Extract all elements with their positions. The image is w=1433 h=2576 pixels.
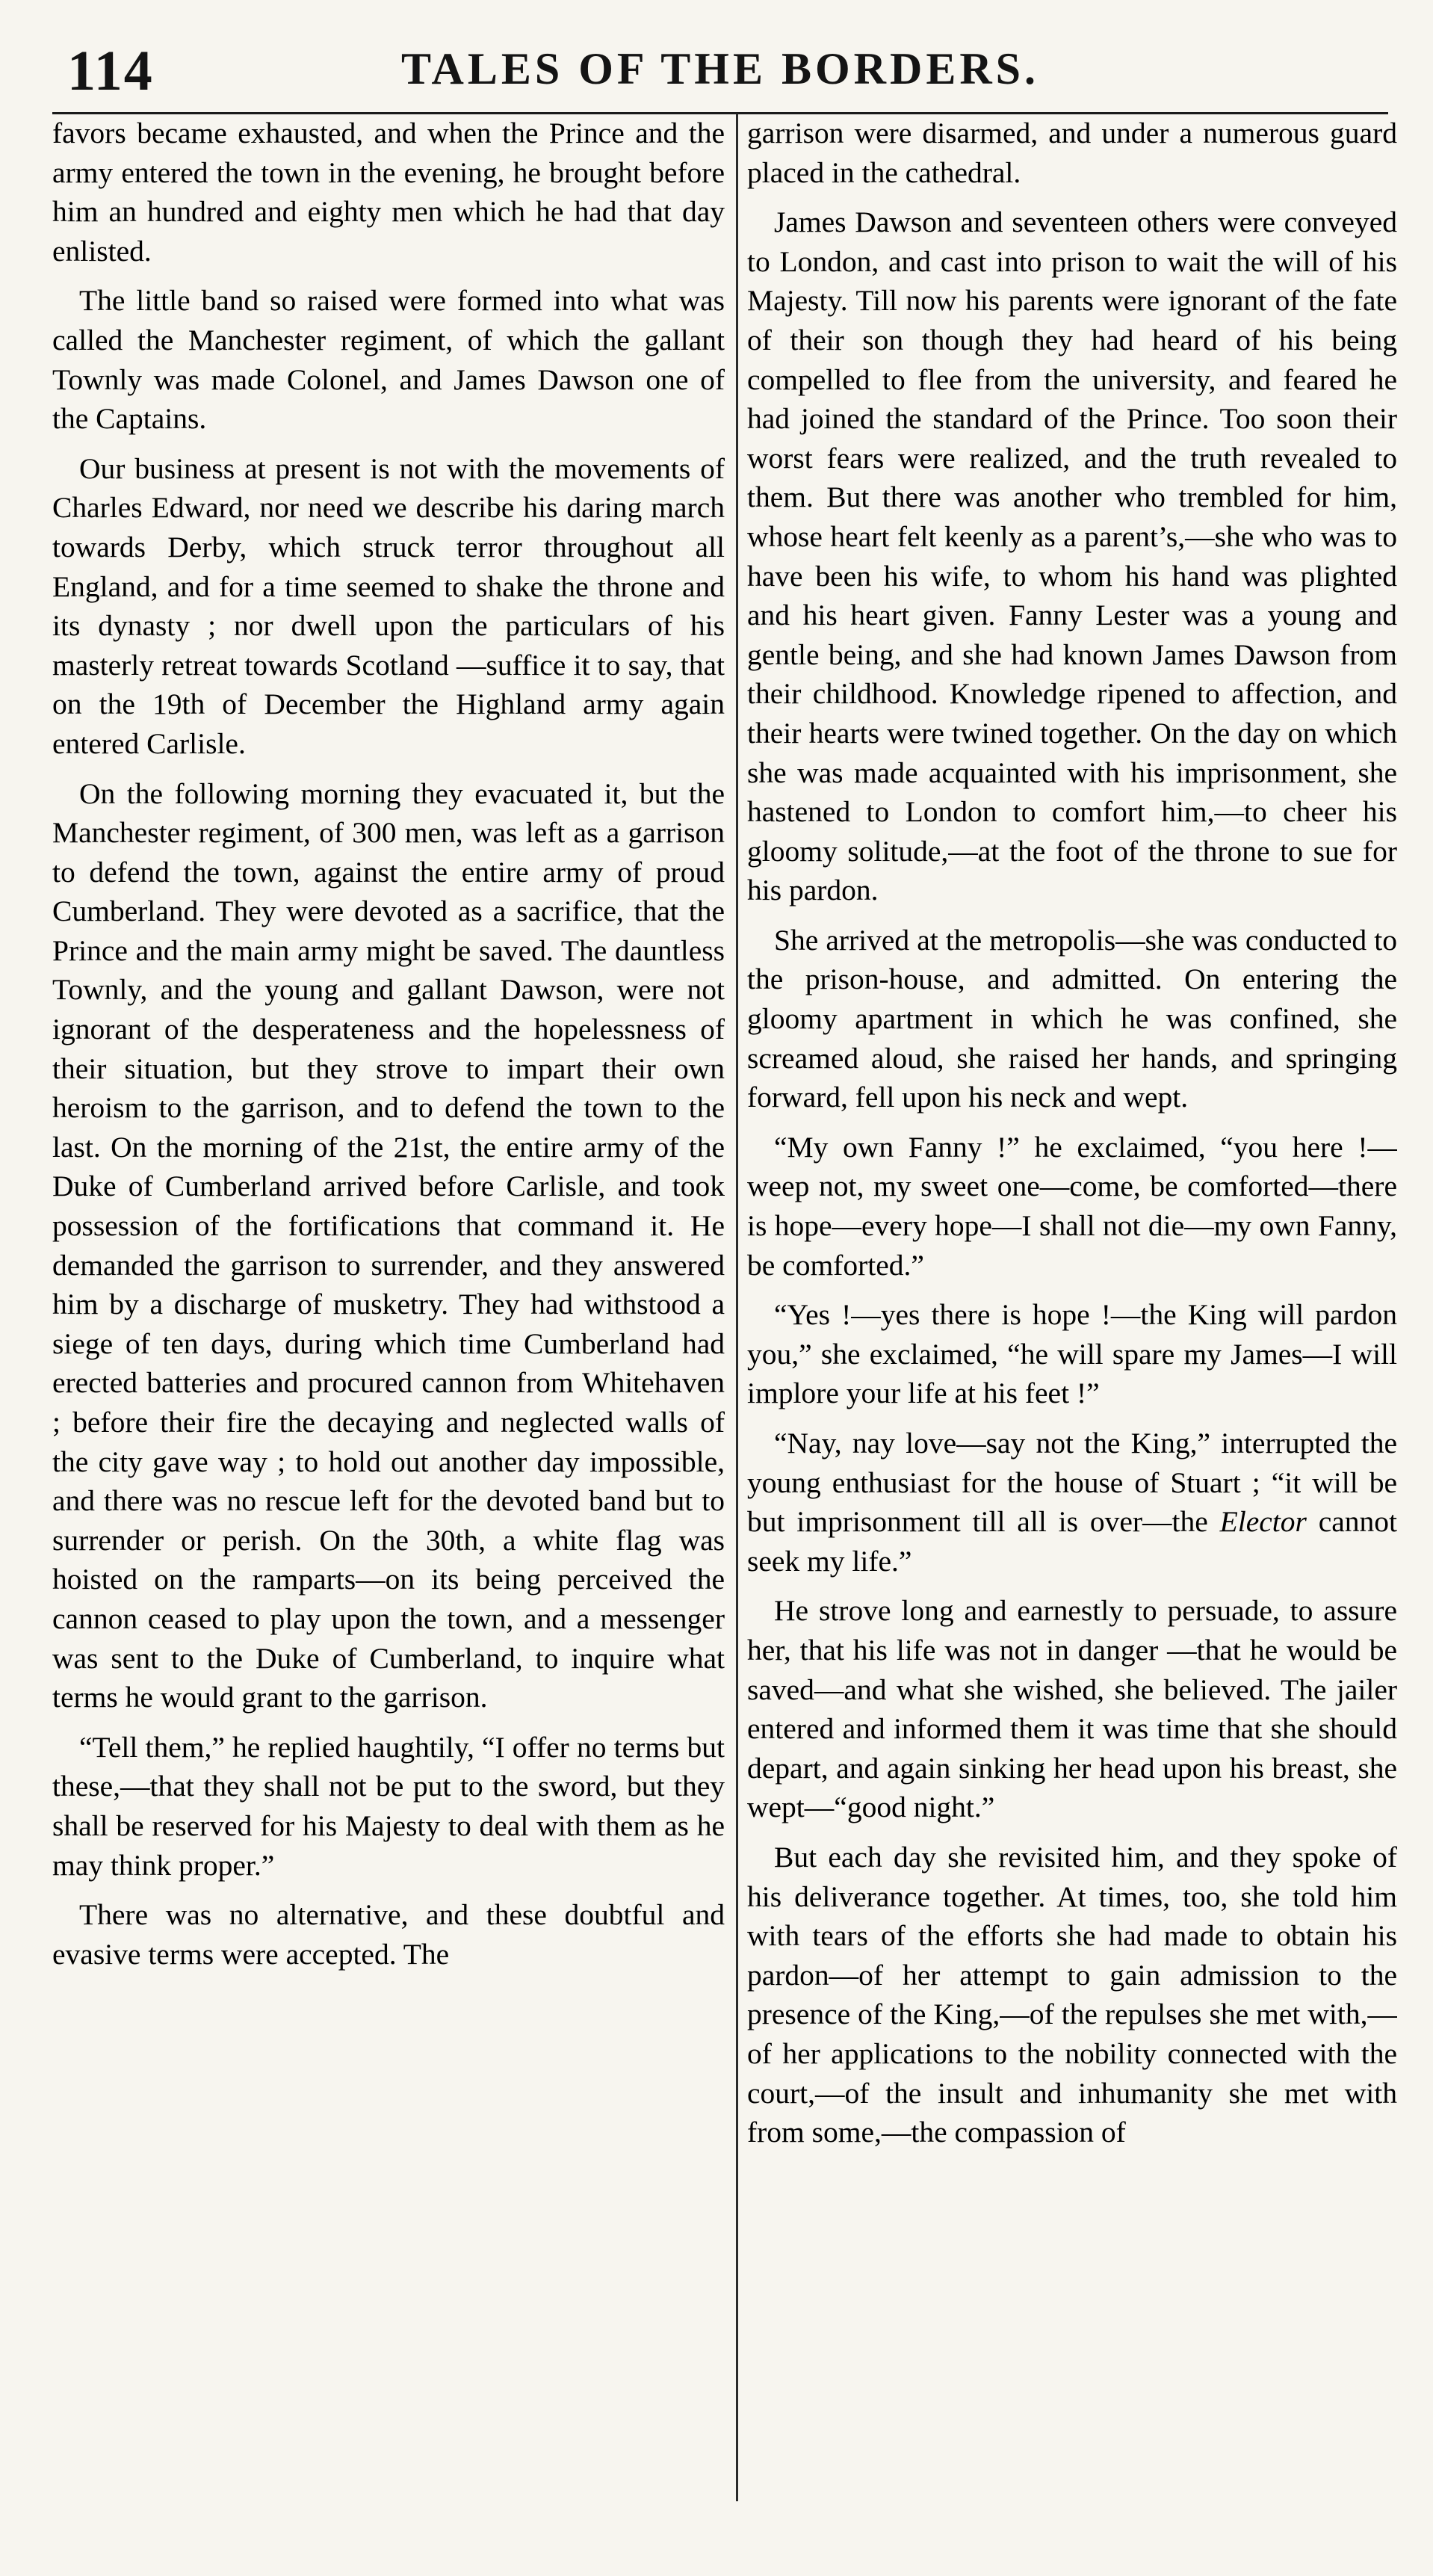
paragraph: “Tell them,” he replied haughtily, “I offer no terms but these,—that they shall not be put to the sword, but they shall be reserved for his Majesty to deal with them as he may think proper.” <box>52 1730 725 1882</box>
paragraph: There was no alternative, and these doubtful and evasive terms were accepted. The <box>52 1898 725 1971</box>
right-column <box>747 114 1397 2505</box>
paragraph: James Dawson and seventeen others were conveyed to London, and cast into prison to wait the will of his Majesty. Till now his parents were ignorant of the fate of their son though they had heard of his being compelled to flee from the university, and feared he had joined the standard of the Prince. Too soon their worst fears were realized, and the truth revealed to them. But there was another who trembled for him, whose heart felt keenly as a parent’s,—she who was to have been his wife, to whom his hand was plighted and his heart given. Fanny Lester was a young and gentle being, and she had known James Dawson from their childhood. Knowledge ripened to affection, and their hearts were twined together. On the day on which she was made acquainted with his imprisonment, she hastened to London to comfort him,—to cheer his gloomy solitude,—at the foot of the throne to sue for his pardon. <box>747 206 1397 907</box>
paragraph: On the following morning they evacuated it, but the Manchester regiment, of 300 men, was left as a garrison to defend the town, against the entire army of proud Cumberland. They were devoted as a sacrifice, that the Prince and the main army might be saved. The dauntless Townly, and the young and gallant Dawson, were not ignorant of the desperateness and the hopelessness of their situation, but they strove to impart their own heroism to the garrison, and to defend the town to the last. On the morning of the 21st, the entire army of the Duke of Cumberland arrived before Carlisle, and took possession of the fortifications that command it. He demanded the garrison to surrender, and they answered him by a discharge of musketry. They had withstood a siege of ten days, during which time Cumberland had erected batteries and procured cannon from Whitehaven ; before their fire the decaying and neglected walls of the city gave way ; to hold out another day impossible, and there was no rescue left for the devoted band but to surrender or perish. On the 30th, a white flag was hoisted on the ramparts—on its being perceived the cannon ceased to play upon the town, and a messenger was sent to the Duke of Cumberland, to inquire what terms he would grant to the garrison. <box>52 776 725 1714</box>
paragraph: “Yes !—yes there is hope !—the King will pardon you,” she exclaimed, “he will spare my James—I will implore your life at his feet !” <box>747 1298 1397 1410</box>
paragraph <box>747 1424 1397 1581</box>
paragraph-text: cannot seek my life.” <box>747 1505 1397 1578</box>
paragraph: The little band so raised were formed into what was called the Manchester regiment, of which the gallant Townly was made Colonel, and James Dawson one of the Captains. <box>52 284 725 436</box>
paragraph: But each day she revisited him, and they spoke of his deliverance together. At times, too, she told him with tears of the efforts she had made to obtain his pardon—of her attempt to gain admission to the presence of the King,—of the repulses she met with,—of her applications to the nobility connected with the court,—of the insult and inhumanity she met with from some,—the compassion of <box>747 1840 1397 2149</box>
paragraph: He strove long and earnestly to persuade, to assure her, that his life was not in danger —that he would be saved—and what she wished, she believed. The jailer entered and informed them it was time that she should depart, and again sinking her head upon his breast, she wept—“good night.” <box>747 1594 1397 1824</box>
emphasized-word: Elector <box>1219 1505 1307 1539</box>
paragraph: She arrived at the metropolis—she was conducted to the prison-house, and admitted. On entering the gloomy apartment in which he was confined, she screamed aloud, she raised her hands, and springing forward, fell upon his neck and wept. <box>747 923 1397 1114</box>
paragraph: garrison were disarmed, and under a numerous guard placed in the cathedral. <box>747 117 1397 189</box>
column-divider <box>736 114 738 2501</box>
left-column <box>52 114 725 2505</box>
page-header <box>52 30 1388 114</box>
running-title: TALES OF THE BORDERS. <box>400 44 1040 93</box>
paragraph: Our business at present is not with the movements of Charles Edward, nor need we describe his daring march towards Derby, which struck terror throughout all England, and for a time seemed to shake the throne and its dynasty ; nor dwell upon the particulars of his masterly retreat towards Scotland —suffice it to say, that on the 19th of December the Highland army again entered Carlisle. <box>52 451 725 760</box>
paragraph: “My own Fanny !” he exclaimed, “you here !—weep not, my sweet one—come, be comforted—there is hope—every hope—I shall not die—my own Fanny, be comforted.” <box>747 1130 1397 1282</box>
paragraph-text: “Nay, nay love—say not the King,” interrupted the young enthusiast for the house of Stuart ; “it will be but imprisonment till all is over—the <box>747 1427 1397 1539</box>
text-columns <box>52 114 1397 2505</box>
page-number: 114 <box>67 40 154 102</box>
paragraph: favors became exhausted, and when the Prince and the army entered the town in the evening, he brought before him an hundred and eighty men which he had that day enlisted. <box>52 117 725 268</box>
